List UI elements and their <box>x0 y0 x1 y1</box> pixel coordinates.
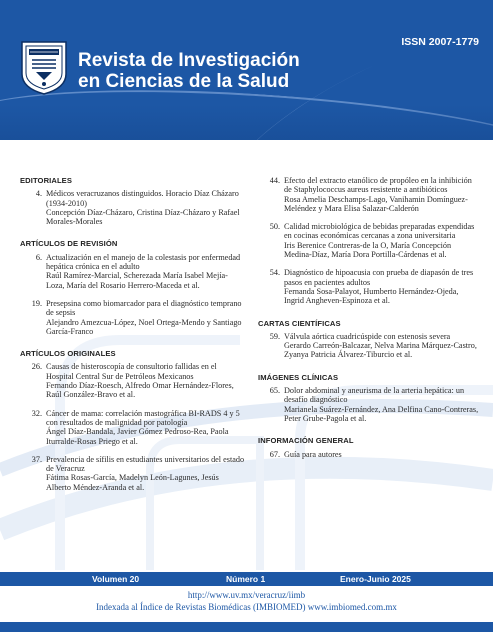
section-articulos-originales-cont <box>258 176 480 306</box>
article-title: Dolor abdominal y aneurisma de la arteria hepática: un desafío diagnóstico <box>284 386 465 405</box>
section-title: IMÁGENES CLÍNICAS <box>258 372 339 382</box>
article-authors: Rosa Amelia Deschamps-Lago, Vanihamin Domínguez-Meléndez y Mara Elisa Salazar-Calderón <box>284 194 468 213</box>
section-informacion-general <box>258 436 480 459</box>
page-number: 44. <box>269 176 280 185</box>
article-authors: Gerardo Carreón-Balcazar, Nelva Marina Márquez-Castro, Zyanya Patricia Álvarez-Tiburcio et al. <box>284 341 477 360</box>
article-authors: Fátima Rosas-García, Madelyn León-Lagunes, Jesús Alberto Méndez-Aranda et al. <box>46 473 219 492</box>
toc-right-column <box>258 176 480 472</box>
section-title: ARTÍCULOS DE REVISIÓN <box>20 239 118 249</box>
toc-entry[interactable] <box>258 332 480 360</box>
page-number: 6. <box>35 252 42 262</box>
article-title: Actualización en el manejo de la colestasis por enfermedad hepática crónica en el adulto <box>46 252 241 272</box>
toc-entry[interactable] <box>20 189 245 226</box>
section-articulos-revision <box>20 239 245 336</box>
page-number: 65. <box>269 386 280 396</box>
journal-title-line1: Revista de Investigación <box>78 50 300 71</box>
university-seal-icon <box>18 38 70 96</box>
article-authors: Fernando Díaz-Roesch, Alfredo Omar Hernández-Flores, Raúl González-Bravo et al. <box>46 381 234 400</box>
article-title: Prevalencia de sífilis en estudiantes universitarios del estado de Veracruz <box>46 454 245 474</box>
issue-info-bar <box>0 572 493 586</box>
article-authors: Concepción Díaz-Cházaro, Cristina Díaz-Cházaro y Rafael Morales-Morales <box>46 207 240 227</box>
section-articulos-originales <box>20 349 245 492</box>
section-title: EDITORIALES <box>20 176 73 185</box>
number-label: Número 1 <box>226 574 266 584</box>
article-title: Calidad microbiológica de bebidas preparadas expendidas en cocinas económicas cercanas a zona universitaria <box>284 222 475 241</box>
page-number: 32. <box>31 408 42 418</box>
journal-title <box>78 50 300 92</box>
article-title: Diagnóstico de hipoacusia con prueba de diapasón de tres pasos en pacientes adultos <box>284 268 474 287</box>
toc-left-column <box>20 176 245 505</box>
section-title: INFORMACIÓN GENERAL <box>258 436 354 446</box>
toc-entry[interactable] <box>258 450 480 459</box>
page-number: 37. <box>31 454 42 464</box>
article-authors: Iris Berenice Contreras-de la O, María Concepción Medina-Díaz, María Dora Portilla-Cárdenas et al. <box>284 240 452 260</box>
article-title: Guía para autores <box>284 449 342 459</box>
page-number: 19. <box>31 298 42 308</box>
indexing-note: Indexada al Índice de Revistas Biomédicas (IMBIOMED) www.imbiomed.com.mx <box>96 602 397 612</box>
section-title: CARTAS CIENTÍFICAS <box>258 318 341 328</box>
page-number: 54. <box>269 268 280 278</box>
cover-header <box>0 0 493 140</box>
toc-entry[interactable] <box>20 253 245 290</box>
article-authors: Fernanda Sosa-Palayot, Humberto Hernández-Ojeda, Ingrid Angheven-Espinoza et al. <box>284 286 459 306</box>
toc-entry[interactable] <box>258 176 480 213</box>
page-number: 26. <box>31 362 42 372</box>
toc-entry[interactable] <box>20 409 245 446</box>
page-number: 4. <box>35 189 42 199</box>
toc-entry[interactable] <box>20 299 245 336</box>
bottom-band <box>0 622 493 632</box>
article-title: Válvula aórtica cuadricúspide con estenosis severa <box>284 331 451 341</box>
page-number: 50. <box>269 222 280 232</box>
article-title: Presepsina como biomarcador para el diagnóstico temprano de sepsis <box>46 298 242 318</box>
article-title: Médicos veracruzanos distinguidos. Horacio Díaz Cházaro (1934-2010) <box>46 189 239 208</box>
page-number: 67. <box>269 449 280 459</box>
article-title: Causas de histeroscopía de consultorio fallidas en el Hospital Central Sur de Petróleos Mexicanos <box>46 362 217 381</box>
toc-entry[interactable] <box>258 386 480 423</box>
journal-url-link[interactable]: http://www.uv.mx/veracruz/iimb <box>187 590 306 600</box>
issn-label: ISSN 2007-1779 <box>401 36 479 48</box>
toc-entry[interactable] <box>258 268 480 305</box>
period-label: Enero-Junio 2025 <box>340 574 411 584</box>
journal-title-line2: en Ciencias de la Salud <box>78 71 290 92</box>
article-title: Efecto del extracto etanólico de propóleo en la inhibición de Staphylococcus aureus resistente a antibióticos <box>284 176 472 195</box>
section-editoriales <box>20 176 245 226</box>
article-title: Cáncer de mama: correlación mastográfica BI-RADS 4 y 5 con resultados de malignidad por patología <box>46 408 240 427</box>
toc-entry[interactable] <box>20 455 245 492</box>
section-title: ARTÍCULOS ORIGINALES <box>20 349 116 359</box>
article-authors: Ángel Díaz-Bandala, Javier Gómez Pedroso-Rea, Paola Iturralde-Rosas Priego et al. <box>46 427 229 446</box>
article-authors: Alejandro Amezcua-López, Noel Ortega-Mendo y Santiago García-Franco <box>46 317 242 336</box>
article-authors: Raúl Ramírez-Marcial, Scherezada María Isabel Mejía-Loza, María del Rosario Herrero-Maceda et al. <box>46 271 228 290</box>
section-imagenes-clinicas <box>258 373 480 423</box>
volume-label: Volumen 20 <box>92 574 140 584</box>
toc-entry[interactable] <box>258 222 480 259</box>
article-authors: Marianela Suárez-Fernández, Ana Delfina Cano-Contreras, Peter Grube-Pagola et al. <box>284 404 479 423</box>
header-shade <box>0 105 493 140</box>
section-cartas-cientificas <box>258 319 480 360</box>
toc-entry[interactable] <box>20 362 245 399</box>
page-number: 59. <box>269 331 280 341</box>
